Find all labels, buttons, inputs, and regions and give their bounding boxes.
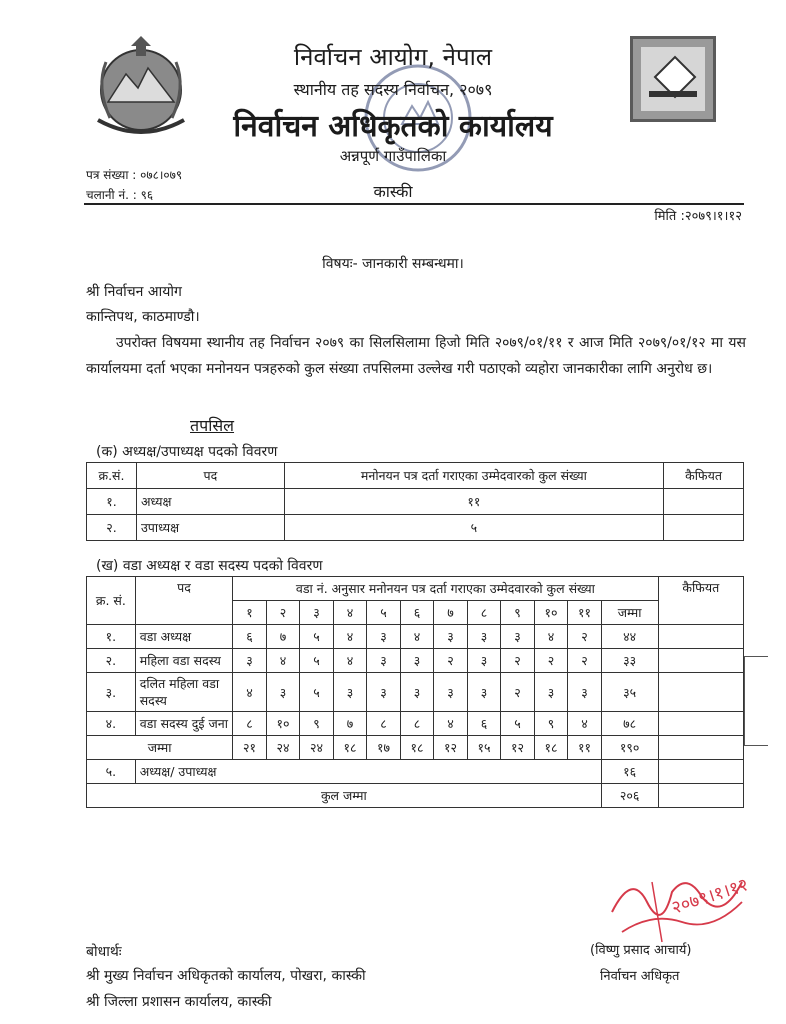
table-row	[87, 712, 744, 736]
ward-count-cell: २	[568, 649, 602, 673]
ward-header-cell: ११	[568, 601, 602, 625]
grand-total-row	[87, 784, 744, 808]
total-cell: १८	[534, 736, 568, 760]
table-row	[87, 489, 744, 515]
ward-count-cell: ९	[534, 712, 568, 736]
letter-body: उपरोक्त विषयमा स्थानीय तह निर्वाचन २०७९ का सिलसिलामा हिजो मिति २०७९/०१/११ र आज मिति २०७९/०१/१२ मा यस कार्यालयमा दर्ता भएका मनोनयन पत्रहरुको कुल संख्या तपसिलमा उल्लेख गरी पठाएको व्यहोरा जानकारीका लागि अनुरोध छ।	[86, 335, 746, 377]
election-title: स्थानीय तह सदस्य निर्वाचन, २०७९	[293, 80, 493, 99]
ward-count-cell: ३	[534, 673, 568, 712]
table-header-row	[87, 463, 744, 489]
commission-title: निर्वाचन आयोग, नेपाल	[293, 43, 493, 71]
ward-count-cell: ३	[367, 649, 401, 673]
ward-count-cell: ३	[266, 673, 300, 712]
cc-heading: बोधार्थः	[86, 944, 122, 960]
total-cell: २४	[300, 736, 334, 760]
row-sn: ५.	[87, 760, 136, 784]
ward-count-cell: ४	[400, 625, 434, 649]
ward-count-cell: ४	[434, 712, 468, 736]
ward-count-cell: ३	[434, 625, 468, 649]
table-row	[87, 515, 744, 541]
ward-count-cell: ३	[568, 673, 602, 712]
total-label: जम्मा	[87, 736, 233, 760]
row-total: १६	[601, 760, 658, 784]
header-sn: क्र. सं.	[87, 577, 136, 625]
row-remark	[658, 736, 743, 760]
row-sn: ३.	[87, 673, 136, 712]
dispatch-number: चलानी नं. : ९६	[86, 188, 154, 202]
ward-count-cell: ५	[300, 649, 334, 673]
ward-count-cell: ४	[233, 673, 267, 712]
ward-count-cell: ३	[467, 649, 501, 673]
section-a-title: (क) अध्यक्ष/उपाध्यक्ष पदको विवरण	[96, 444, 278, 460]
grand-total-value: २०६	[601, 784, 658, 808]
header-divider	[84, 203, 744, 205]
ward-header-cell: ७	[434, 601, 468, 625]
row-post: अध्यक्ष/ उपाध्यक्ष	[135, 760, 601, 784]
table-row	[87, 760, 744, 784]
ward-count-cell: ५	[300, 673, 334, 712]
ward-count-cell: ७	[333, 712, 367, 736]
ward-header-cell: ३	[300, 601, 334, 625]
ward-count-cell: ४	[333, 649, 367, 673]
header-remark: कैफियत	[664, 463, 744, 489]
ward-header-cell: ८	[467, 601, 501, 625]
ward-header-cell: २	[266, 601, 300, 625]
letter-date: मिति :२०७९।१।१२	[654, 209, 742, 224]
margin-box	[744, 656, 768, 746]
ward-count-cell: ३	[400, 649, 434, 673]
ward-header-cell: १०	[534, 601, 568, 625]
total-cell: २४	[266, 736, 300, 760]
recipient-address: कान्तिपथ, काठमाण्डौ।	[86, 309, 200, 325]
header-post: पद	[135, 577, 232, 625]
ward-header-cell: जम्मा	[601, 601, 658, 625]
row-post: उपाध्यक्ष	[136, 515, 284, 541]
ward-count-cell: ३५	[601, 673, 658, 712]
ward-count-cell: ७८	[601, 712, 658, 736]
row-remark	[658, 673, 743, 712]
ward-count-cell: ४	[534, 625, 568, 649]
signer-title: निर्वाचन अधिकृत	[600, 969, 680, 984]
ward-count-cell: ३	[467, 673, 501, 712]
ward-count-cell: ३	[367, 673, 401, 712]
table-row	[87, 649, 744, 673]
ward-count-cell: ६	[467, 712, 501, 736]
ward-count-cell: २	[534, 649, 568, 673]
row-remark	[664, 515, 744, 541]
ward-count-cell: ३	[501, 625, 535, 649]
ward-count-cell: ९	[300, 712, 334, 736]
municipality-name: अन्नपूर्ण गाउँपालिका	[339, 147, 447, 165]
row-count: ११	[284, 489, 663, 515]
row-count: ५	[284, 515, 663, 541]
ward-count-cell: ८	[400, 712, 434, 736]
row-remark	[658, 784, 743, 808]
cc-recipient-2: श्री जिल्ला प्रशासन कार्यालय, कास्की	[86, 994, 272, 1010]
section-a-table	[86, 462, 744, 541]
table-header-row	[87, 577, 744, 601]
table-row	[87, 673, 744, 712]
ward-count-cell: ७	[266, 625, 300, 649]
total-cell: १७	[367, 736, 401, 760]
row-remark	[658, 625, 743, 649]
row-remark	[658, 712, 743, 736]
ward-count-cell: ३३	[601, 649, 658, 673]
ward-count-cell: ३	[434, 673, 468, 712]
district-name: कास्की	[373, 182, 413, 201]
total-cell: २१	[233, 736, 267, 760]
ward-count-cell: ८	[233, 712, 267, 736]
row-sn: २.	[87, 515, 137, 541]
row-remark	[658, 760, 743, 784]
row-post: महिला वडा सदस्य	[135, 649, 232, 673]
schedule-heading: तपसिल	[190, 416, 235, 435]
ward-count-cell: ४	[568, 712, 602, 736]
ward-header-cell: ४	[333, 601, 367, 625]
cc-recipient-1: श्री मुख्य निर्वाचन अधिकृतको कार्यालय, पोखरा, कास्की	[86, 968, 366, 984]
ward-count-cell: ८	[367, 712, 401, 736]
section-b-table	[86, 576, 744, 808]
letter-subject: विषयः- जानकारी सम्बन्धमा।	[322, 256, 464, 272]
row-remark	[658, 649, 743, 673]
office-title: निर्वाचन अधिकृतको कार्यालय	[233, 109, 553, 144]
header-remark: कैफियत	[658, 577, 743, 625]
ward-header-cell: ६	[400, 601, 434, 625]
grand-total-label: कुल जम्मा	[87, 784, 602, 808]
row-sn: ४.	[87, 712, 136, 736]
ward-count-cell: ५	[501, 712, 535, 736]
ward-count-cell: १०	[266, 712, 300, 736]
ward-count-cell: ५	[300, 625, 334, 649]
ward-count-cell: ४	[333, 625, 367, 649]
header-ward-group: वडा नं. अनुसार मनोनयन पत्र दर्ता गराएका उम्मेदवारको कुल संख्या	[233, 577, 658, 601]
total-row	[87, 736, 744, 760]
ward-count-cell: ४	[266, 649, 300, 673]
ward-count-cell: २	[501, 673, 535, 712]
signature-date: २०७९।१।१२	[669, 874, 751, 919]
ward-header-cell: ९	[501, 601, 535, 625]
total-cell: १५	[467, 736, 501, 760]
row-remark	[664, 489, 744, 515]
total-cell: १८	[333, 736, 367, 760]
row-post: अध्यक्ष	[136, 489, 284, 515]
section-b-title: (ख) वडा अध्यक्ष र वडा सदस्य पदको विवरण	[96, 558, 323, 574]
ward-count-cell: ४४	[601, 625, 658, 649]
ward-count-cell: ३	[367, 625, 401, 649]
ward-count-cell: २	[568, 625, 602, 649]
ward-header-cell: ५	[367, 601, 401, 625]
ward-count-cell: २	[434, 649, 468, 673]
header-count: मनोनयन पत्र दर्ता गराएका उम्मेदवारको कुल संख्या	[284, 463, 663, 489]
table-row	[87, 625, 744, 649]
signer-name: (विष्णु प्रसाद आचार्य)	[590, 943, 692, 958]
row-post: वडा सदस्य दुई जना	[135, 712, 232, 736]
ward-count-cell: ३	[467, 625, 501, 649]
ward-count-cell: ३	[233, 649, 267, 673]
total-cell: १२	[434, 736, 468, 760]
ward-header-cell: १	[233, 601, 267, 625]
row-sn: २.	[87, 649, 136, 673]
row-sn: १.	[87, 625, 136, 649]
total-cell: १९०	[601, 736, 658, 760]
row-post: दलित महिला वडा सदस्य	[135, 673, 232, 712]
header-sn: क्र.सं.	[87, 463, 137, 489]
total-cell: १८	[400, 736, 434, 760]
row-post: वडा अध्यक्ष	[135, 625, 232, 649]
total-cell: ११	[568, 736, 602, 760]
reference-number: पत्र संख्या : ०७८।०७९	[86, 168, 183, 182]
row-sn: १.	[87, 489, 137, 515]
total-cell: १२	[501, 736, 535, 760]
ward-count-cell: ३	[333, 673, 367, 712]
header-post: पद	[136, 463, 284, 489]
recipient-name: श्री निर्वाचन आयोग	[86, 284, 182, 300]
ward-count-cell: २	[501, 649, 535, 673]
ward-count-cell: ६	[233, 625, 267, 649]
ward-count-cell: ३	[400, 673, 434, 712]
